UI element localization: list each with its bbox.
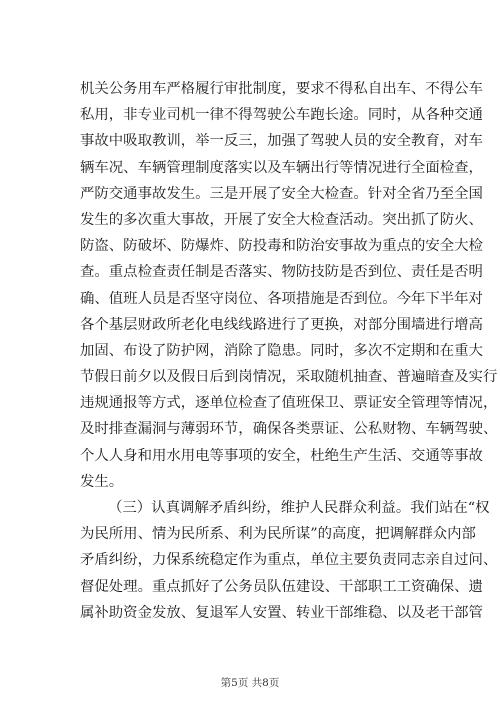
page-footer [0, 675, 500, 690]
text-line: 辆车况、车辆管理制度落实以及车辆出行等情况进行全面检查， [80, 159, 483, 176]
text-line: 矛盾纠纷，力保系统稳定作为重点，单位主要负责同志亲自过问、 [80, 552, 498, 569]
page-number: 第5页 共8页 [220, 677, 280, 689]
text-line: 加固、布设了防护网，消除了隐患。同时，多次不定期和在重大 [80, 342, 483, 359]
text-line: 防盗、防破坏、防爆炸、防投毒和防治安事故为重点的安全大检 [80, 238, 483, 255]
text-line: 严防交通事故发生。三是开展了安全大检查。针对全省乃至全国 [80, 185, 483, 202]
text-line: 节假日前夕以及假日后到岗情况，采取随机抽查、普遍暗查及实行 [80, 369, 498, 386]
text-line: 各个基层财政所老化电线线路进行了更换，对部分围墙进行增高 [80, 316, 483, 333]
text-line: 为民所用、情为民所系、利为民所谋”的高度，把调解群众内部 [80, 526, 476, 543]
text-line: 私用，非专业司机一律不得驾驶公车跑长途。同时，从各种交通 [80, 107, 483, 124]
text-line: 事故中吸取教训，举一反三，加强了驾驶人员的安全教育，对车 [80, 133, 483, 150]
text-line: 发生的多次重大事故，开展了安全大检查活动。突出抓了防火、 [80, 211, 483, 228]
text-line: 违规通报等方式，逐单位检查了值班保卫、票证安全管理等情况， [80, 395, 498, 412]
text-line: 属补助资金发放、复退军人安置、转业干部维稳、以及老干部管 [80, 604, 483, 621]
section-heading-line: （三）认真调解矛盾纠纷，维护人民群众利益。我们站在“权 [108, 500, 490, 516]
text-line: 发生。 [80, 473, 124, 490]
text-line: 查。重点检查责任制是否落实、物防技防是否到位、责任是否明 [80, 264, 483, 281]
text-line: 及时排查漏洞与薄弱环节，确保各类票证、公私财物、车辆驾驶、 [80, 421, 498, 438]
text-line: 个人人身和用水用电等事项的安全，杜绝生产生活、交通等事故 [80, 447, 483, 464]
document-body [80, 76, 498, 626]
text-line: 督促处理。重点抓好了公务员队伍建设、干部职工工资确保、遗 [80, 578, 483, 595]
text-line: 机关公务用车严格履行审批制度，要求不得私自出车、不得公车 [80, 81, 483, 97]
text-line: 确、值班人员是否坚守岗位、各项措施是否到位。今年下半年对 [80, 290, 483, 307]
